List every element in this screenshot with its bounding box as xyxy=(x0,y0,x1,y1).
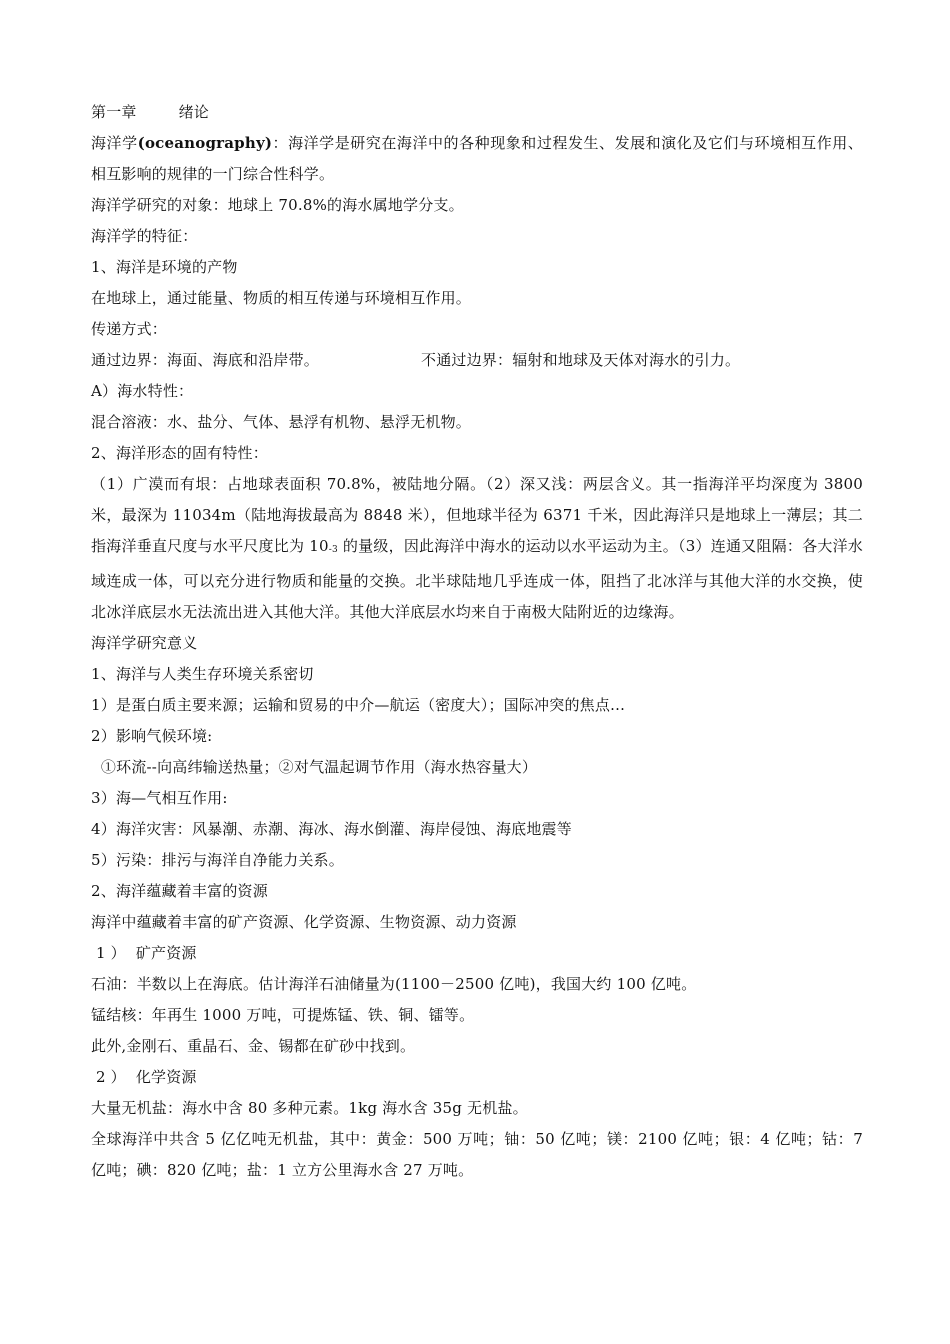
exponent-subscript: -3 xyxy=(328,545,338,555)
chapter-name: 绪论 xyxy=(178,103,210,121)
feature1-title: 1、海洋是环境的产物 xyxy=(91,258,238,276)
transfer-boundaries xyxy=(91,345,863,376)
oceanography-definition xyxy=(91,128,863,190)
significance-heading: 海洋学研究意义 xyxy=(91,634,198,652)
significance1-item5: 5）污染：排污与海洋自净能力关系。 xyxy=(91,851,344,869)
chemical-resources-heading: 2 ） 化学资源 xyxy=(91,1068,197,1086)
oceanography-term: 海洋学 xyxy=(91,134,138,152)
mixed-solution: 混合溶液：水、盐分、气体、悬浮有机物、悬浮无机物。 xyxy=(91,413,472,431)
significance1-title: 1、海洋与人类生存环境关系密切 xyxy=(91,665,314,683)
features-heading: 海洋学的特征： xyxy=(91,227,198,245)
inorganic-salt: 大量无机盐：海水中含 80 多种元素。1kg 海水含 35g 无机盐。 xyxy=(91,1099,528,1117)
document-page xyxy=(91,97,863,1186)
feature2-paragraph xyxy=(91,469,863,628)
via-boundary: 通过边界：海面、海底和沿岸带。 xyxy=(91,351,320,369)
feature1-text: 在地球上，通过能量、物质的相互传递与环境相互作用。 xyxy=(91,289,472,307)
significance1-item2: 2）影响气候环境: xyxy=(91,727,213,745)
manganese-nodules: 锰结核：年再生 1000 万吨，可提炼锰、铁、铜、镭等。 xyxy=(91,1006,475,1024)
research-object: 海洋学研究的对象：地球上 70.8%的海水属地学分支。 xyxy=(91,196,464,214)
other-minerals: 此外,金刚石、重晶石、金、锡都在矿砂中找到。 xyxy=(91,1037,416,1055)
oceanography-definition-text: ：海洋学是研究在海洋中的各种现象和过程发生、发展和演化及它们与环境相互作用、相互影响的规律的一门综合性科学。 xyxy=(91,134,863,183)
oceanography-english-term: (oceanography) xyxy=(137,134,273,152)
feature2-title: 2、海洋形态的固有特性： xyxy=(91,444,268,462)
oil-resources: 石油：半数以上在海底。估计海洋石油储量为(1100－2500 亿吨)，我国大约 100 亿吨。 xyxy=(91,975,697,993)
chapter-number: 第一章 xyxy=(91,103,137,121)
global-salt-content: 全球海洋中共含 5 亿亿吨无机盐，其中：黄金：500 万吨；铀：50 亿吨；镁：2100 亿吨；银：4 亿吨；钴：7 亿吨；碘：820 亿吨；盐：1 立方公里海水含 27 万吨。 xyxy=(91,1130,863,1179)
transfer-modes: 传递方式： xyxy=(91,320,168,338)
seawater-properties: A）海水特性： xyxy=(91,382,194,400)
not-via-boundary: 不通过边界：辐射和地球及天体对海水的引力。 xyxy=(421,351,741,369)
significance1-item1: 1）是蛋白质主要来源；运输和贸易的中介—航运（密度大）；国际冲突的焦点… xyxy=(91,696,626,714)
significance1-item2-detail: ①环流--向高纬输送热量；②对气温起调节作用（海水热容量大） xyxy=(91,758,538,776)
feature2-paragraph-part-a: （1）广漠而有垠：占地球表面积 70.8%，被陆地分隔。（2）深又浅：两层含义。其一指海洋平均深度为 3800 米，最深为 11034m（陆地海拔最高为 8848 米），但地球半径为 6371 千米，因此海洋只是地球上一薄层；其二指海洋垂直尺度与水平尺度比为 10 xyxy=(91,475,863,555)
feature2-paragraph-part-b: 的量级，因此海洋中海水的运动以水平运动为主。（3）连通又阻隔：各大洋水域连成一体，可以充分进行物质和能量的交换。北半球陆地几乎连成一体，阻挡了北冰洋与其他大洋的水交换，使北冰洋底层水无法流出进入其他大洋。其他大洋底层水均来自于南极大陆附近的边缘海。 xyxy=(91,537,864,621)
significance1-item3: 3）海—气相互作用: xyxy=(91,789,228,807)
mineral-resources-heading: 1 ） 矿产资源 xyxy=(91,944,197,962)
significance1-item4: 4）海洋灾害：风暴潮、赤潮、海冰、海水倒灌、海岸侵蚀、海底地震等 xyxy=(91,820,572,838)
chapter-heading xyxy=(91,97,863,128)
significance2-text: 海洋中蕴藏着丰富的矿产资源、化学资源、生物资源、动力资源 xyxy=(91,913,517,931)
significance2-title: 2、海洋蕴藏着丰富的资源 xyxy=(91,882,268,900)
